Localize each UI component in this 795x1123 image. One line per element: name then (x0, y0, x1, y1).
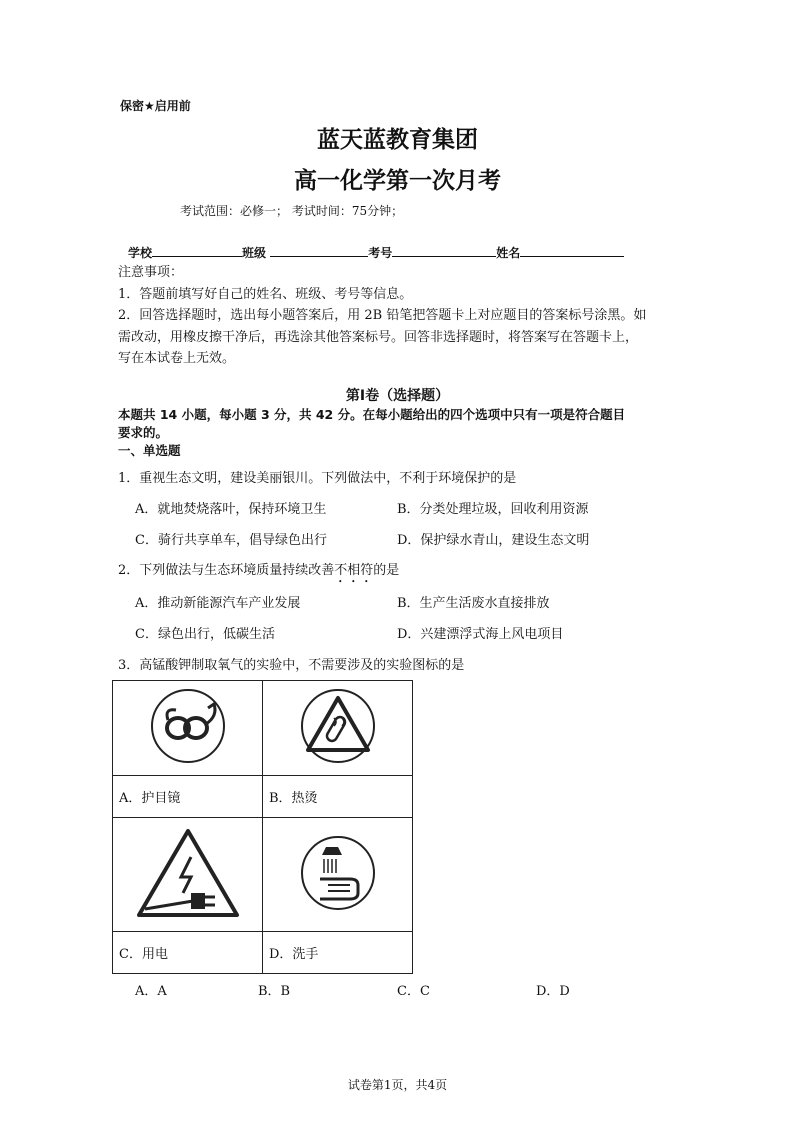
q2-option-b: B．生产生活废水直接排放 (397, 596, 550, 611)
confidential-label: 保密★启用前 (120, 99, 191, 113)
q2-stem-emphasis: 不相符 (334, 563, 374, 578)
id-blank[interactable] (392, 244, 496, 257)
q1-option-a: A．就地焚烧落叶，保持环境卫生 (135, 502, 327, 517)
hot-cell (263, 681, 413, 776)
goggles-cell (113, 681, 263, 776)
section-instructions: 本题共 14 小题，每小题 3 分，共 42 分。在每小题给出的四个选项中只有一项是符合题目 (118, 407, 626, 422)
q3-option-a: A．A (135, 984, 167, 999)
hot-warning-icon (298, 686, 378, 766)
class-label: 班级 (242, 246, 267, 260)
q2-option-d: D．兴建漂浮式海上风电项目 (397, 627, 564, 642)
label-goggles: A．护目镜 (113, 776, 263, 818)
handwash-icon (298, 833, 378, 913)
section-title: 第Ⅰ卷（选择题） (345, 388, 450, 404)
label-electric: C．用电 (113, 932, 263, 974)
q3-option-d: D．D (536, 984, 570, 999)
note-2-cont: 需改动，用橡皮擦干净后，再选涂其他答案标号。回答非选择题时，将答案写在答题卡上， (118, 330, 639, 345)
electric-cell (113, 818, 263, 932)
q3-option-c: C．C (397, 984, 430, 999)
handwash-cell (263, 818, 413, 932)
goggles-icon (148, 686, 228, 766)
label-hot: B．热烫 (263, 776, 413, 818)
electricity-warning-icon (133, 825, 243, 921)
notes-heading: 注意事项： (118, 265, 184, 280)
note-1: 1．答题前填写好自己的姓名、班级、考号等信息。 (118, 287, 413, 302)
school-label: 学校 (128, 246, 153, 260)
section-instructions-cont: 要求的。 (118, 425, 169, 440)
q1-option-d: D．保护绿水青山，建设生态文明 (397, 533, 590, 548)
org-name: 蓝天蓝教育集团 (317, 127, 478, 153)
name-blank[interactable] (520, 244, 624, 257)
label-handwash: D．洗手 (263, 932, 413, 974)
page-title: 高一化学第一次月考 (294, 168, 501, 194)
q2-stem-text: 2．下列做法与生态环境质量持续改善 (118, 563, 335, 578)
note-2-end: 写在本试卷上无效。 (118, 351, 236, 366)
class-blank[interactable] (270, 244, 368, 257)
exam-scope: 考试范围：必修一； 考试时间：75分钟； (180, 204, 404, 218)
id-label: 考号 (368, 246, 393, 260)
question-2-stem (118, 563, 399, 586)
question-1-stem: 1．重视生态文明，建设美丽银川。下列做法中，不利于环境保护的是 (118, 471, 517, 486)
school-blank[interactable] (152, 244, 242, 257)
q1-option-c: C．骑行共享单车，倡导绿色出行 (135, 533, 327, 548)
page-footer: 试卷第1页，共4页 (347, 1078, 448, 1092)
note-2: 2．回答选择题时，选出每小题答案后，用 2B 铅笔把答题卡上对应题目的答案标号涂黑。如 (118, 308, 647, 323)
question-3-stem: 3．高锰酸钾制取氧气的实验中，不需要涉及的实验图标的是 (118, 658, 465, 673)
q1-option-b: B．分类处理垃圾，回收利用资源 (397, 502, 589, 517)
subsection-title: 一、单选题 (118, 443, 181, 458)
q3-option-b: B．B (258, 984, 291, 999)
q2-option-a: A．推动新能源汽车产业发展 (135, 596, 301, 611)
q2-option-c: C．绿色出行，低碳生活 (135, 627, 275, 642)
q2-stem-end: 的是 (373, 563, 400, 578)
name-label: 姓名 (496, 246, 521, 260)
info-fields (128, 244, 624, 261)
icon-table (112, 680, 413, 974)
